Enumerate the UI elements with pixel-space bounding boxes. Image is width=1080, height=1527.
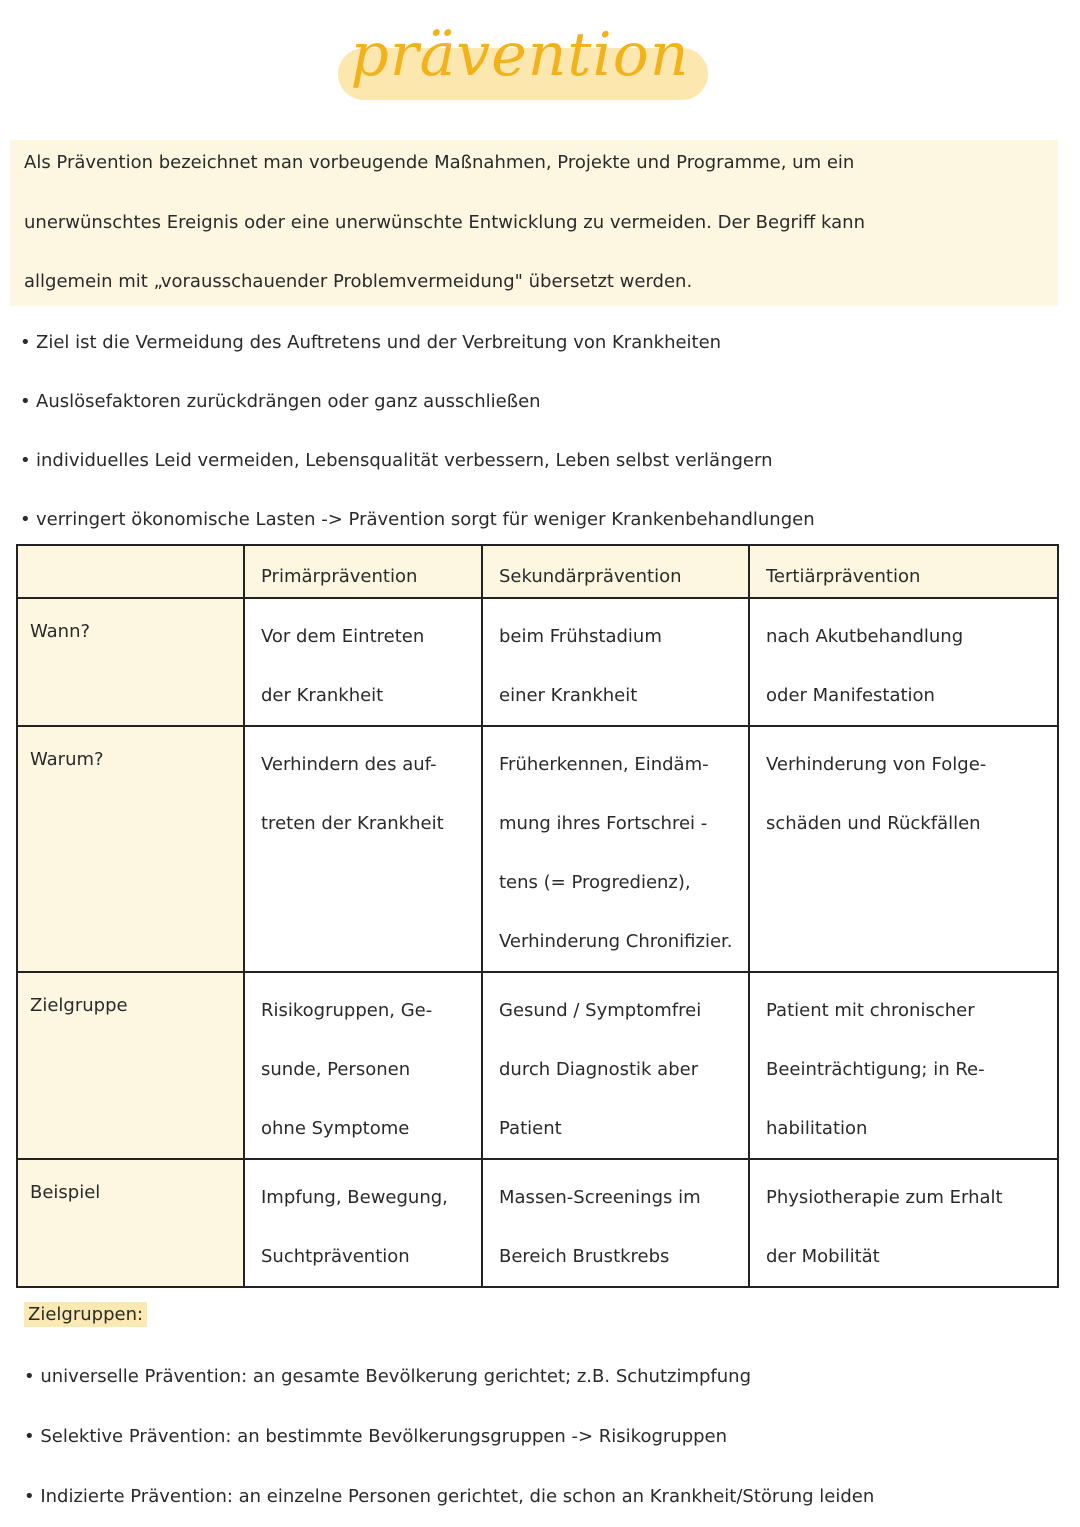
page-title: prävention: [350, 20, 690, 90]
definition-line: Als Prävention bezeichnet man vorbeugende Maßnahmen, Projekte und Programme, um ein: [24, 152, 855, 173]
zielgruppen-heading-text: Zielgruppen:: [24, 1302, 147, 1327]
cell-line: Bereich Brustkrebs: [499, 1246, 670, 1267]
bullet-text: Auslösefaktoren zurückdrängen oder ganz ausschließen: [36, 391, 541, 412]
cell-line: Verhindern des auf-: [261, 754, 437, 775]
bullet-text: individuelles Leid vermeiden, Lebensqualität verbessern, Leben selbst verlängern: [36, 450, 773, 471]
table-header: Tertiärprävention: [749, 545, 1058, 598]
zielgruppen-item: • Selektive Prävention: an bestimmte Bevölkerungsgruppen -> Risikogruppen: [24, 1426, 728, 1447]
bullet-item: • Auslösefaktoren zurückdrängen oder ganz ausschließen: [20, 391, 541, 412]
table-cell: [244, 726, 482, 972]
table-cell: [749, 726, 1058, 972]
cell-line: habilitation: [766, 1118, 868, 1139]
definition-line: allgemein mit „vorausschauender Problemvermeidung" übersetzt werden.: [24, 271, 693, 292]
cell-line: Beeinträchtigung; in Re-: [766, 1059, 985, 1080]
definition-box: [10, 140, 1058, 306]
cell-line: oder Manifestation: [766, 685, 935, 706]
cell-line: Verhinderung Chronifizier.: [499, 931, 733, 952]
zielgruppen-item-text: universelle Prävention: an gesamte Bevölkerung gerichtet; z.B. Schutzimpfung: [40, 1366, 752, 1387]
cell-line: der Mobilität: [766, 1246, 880, 1267]
cell-line: beim Frühstadium: [499, 626, 662, 647]
bullet-item: • verringert ökonomische Lasten -> Prävention sorgt für weniger Krankenbehandlungen: [20, 509, 815, 530]
zielgruppen-item: • universelle Prävention: an gesamte Bevölkerung gerichtet; z.B. Schutzimpfung: [24, 1366, 752, 1387]
cell-line: Vor dem Eintreten: [261, 626, 425, 647]
table-row: [17, 726, 1058, 972]
cell-line: ohne Symptome: [261, 1118, 410, 1139]
table-cell: [749, 598, 1058, 726]
zielgruppen-heading: [24, 1304, 147, 1325]
table-header: Primärprävention: [244, 545, 482, 598]
bullet-item: • individuelles Leid vermeiden, Lebensqualität verbessern, Leben selbst verlängern: [20, 450, 773, 471]
table-cell: [749, 1159, 1058, 1287]
table-cell: [244, 1159, 482, 1287]
cell-line: Früherkennen, Eindäm-: [499, 754, 709, 775]
cell-line: tens (= Progredienz),: [499, 872, 691, 893]
table-cell: [244, 598, 482, 726]
cell-line: Suchtprävention: [261, 1246, 410, 1267]
table-header-row: [17, 545, 1058, 598]
cell-line: Verhinderung von Folge-: [766, 754, 987, 775]
table-cell: [749, 972, 1058, 1159]
zielgruppen-item-text: Indizierte Prävention: an einzelne Personen gerichtet, die schon an Krankheit/Störung leiden: [40, 1486, 875, 1507]
table-cell: [482, 1159, 749, 1287]
table-cell: [482, 598, 749, 726]
cell-line: schäden und Rückfällen: [766, 813, 981, 834]
cell-line: Physiotherapie zum Erhalt: [766, 1187, 1003, 1208]
table-header: Sekundärprävention: [482, 545, 749, 598]
row-label: Warum?: [17, 726, 244, 972]
cell-line: der Krankheit: [261, 685, 384, 706]
cell-line: Massen-Screenings im: [499, 1187, 701, 1208]
cell-line: treten der Krankheit: [261, 813, 444, 834]
bullet-item: • Ziel ist die Vermeidung des Auftretens und der Verbreitung von Krankheiten: [20, 332, 722, 353]
table-row: [17, 598, 1058, 726]
bullet-text: verringert ökonomische Lasten -> Prävention sorgt für weniger Krankenbehandlungen: [36, 509, 815, 530]
cell-line: Patient: [499, 1118, 562, 1139]
cell-line: sunde, Personen: [261, 1059, 411, 1080]
table-row: [17, 972, 1058, 1159]
cell-line: nach Akutbehandlung: [766, 626, 964, 647]
cell-line: Impfung, Bewegung,: [261, 1187, 448, 1208]
prevention-table: [16, 544, 1059, 1288]
cell-line: Patient mit chronischer: [766, 1000, 975, 1021]
cell-line: Gesund / Symptomfrei: [499, 1000, 702, 1021]
definition-line: unerwünschtes Ereignis oder eine unerwünschte Entwicklung zu vermeiden. Der Begriff kann: [24, 212, 865, 233]
row-label: Beispiel: [17, 1159, 244, 1287]
bullet-text: Ziel ist die Vermeidung des Auftretens und der Verbreitung von Krankheiten: [36, 332, 722, 353]
table-cell: [482, 972, 749, 1159]
zielgruppen-item: • Indizierte Prävention: an einzelne Personen gerichtet, die schon an Krankheit/Störung leiden: [24, 1486, 875, 1507]
cell-line: mung ihres Fortschrei -: [499, 813, 708, 834]
table-header-corner: [17, 545, 244, 598]
row-label: Wann?: [17, 598, 244, 726]
zielgruppen-item-text: Selektive Prävention: an bestimmte Bevölkerungsgruppen -> Risikogruppen: [40, 1426, 728, 1447]
cell-line: durch Diagnostik aber: [499, 1059, 699, 1080]
title-block: [330, 18, 710, 108]
cell-line: Risikogruppen, Ge-: [261, 1000, 433, 1021]
table-cell: [244, 972, 482, 1159]
row-label: Zielgruppe: [17, 972, 244, 1159]
table-cell: [482, 726, 749, 972]
table-row: [17, 1159, 1058, 1287]
cell-line: einer Krankheit: [499, 685, 638, 706]
